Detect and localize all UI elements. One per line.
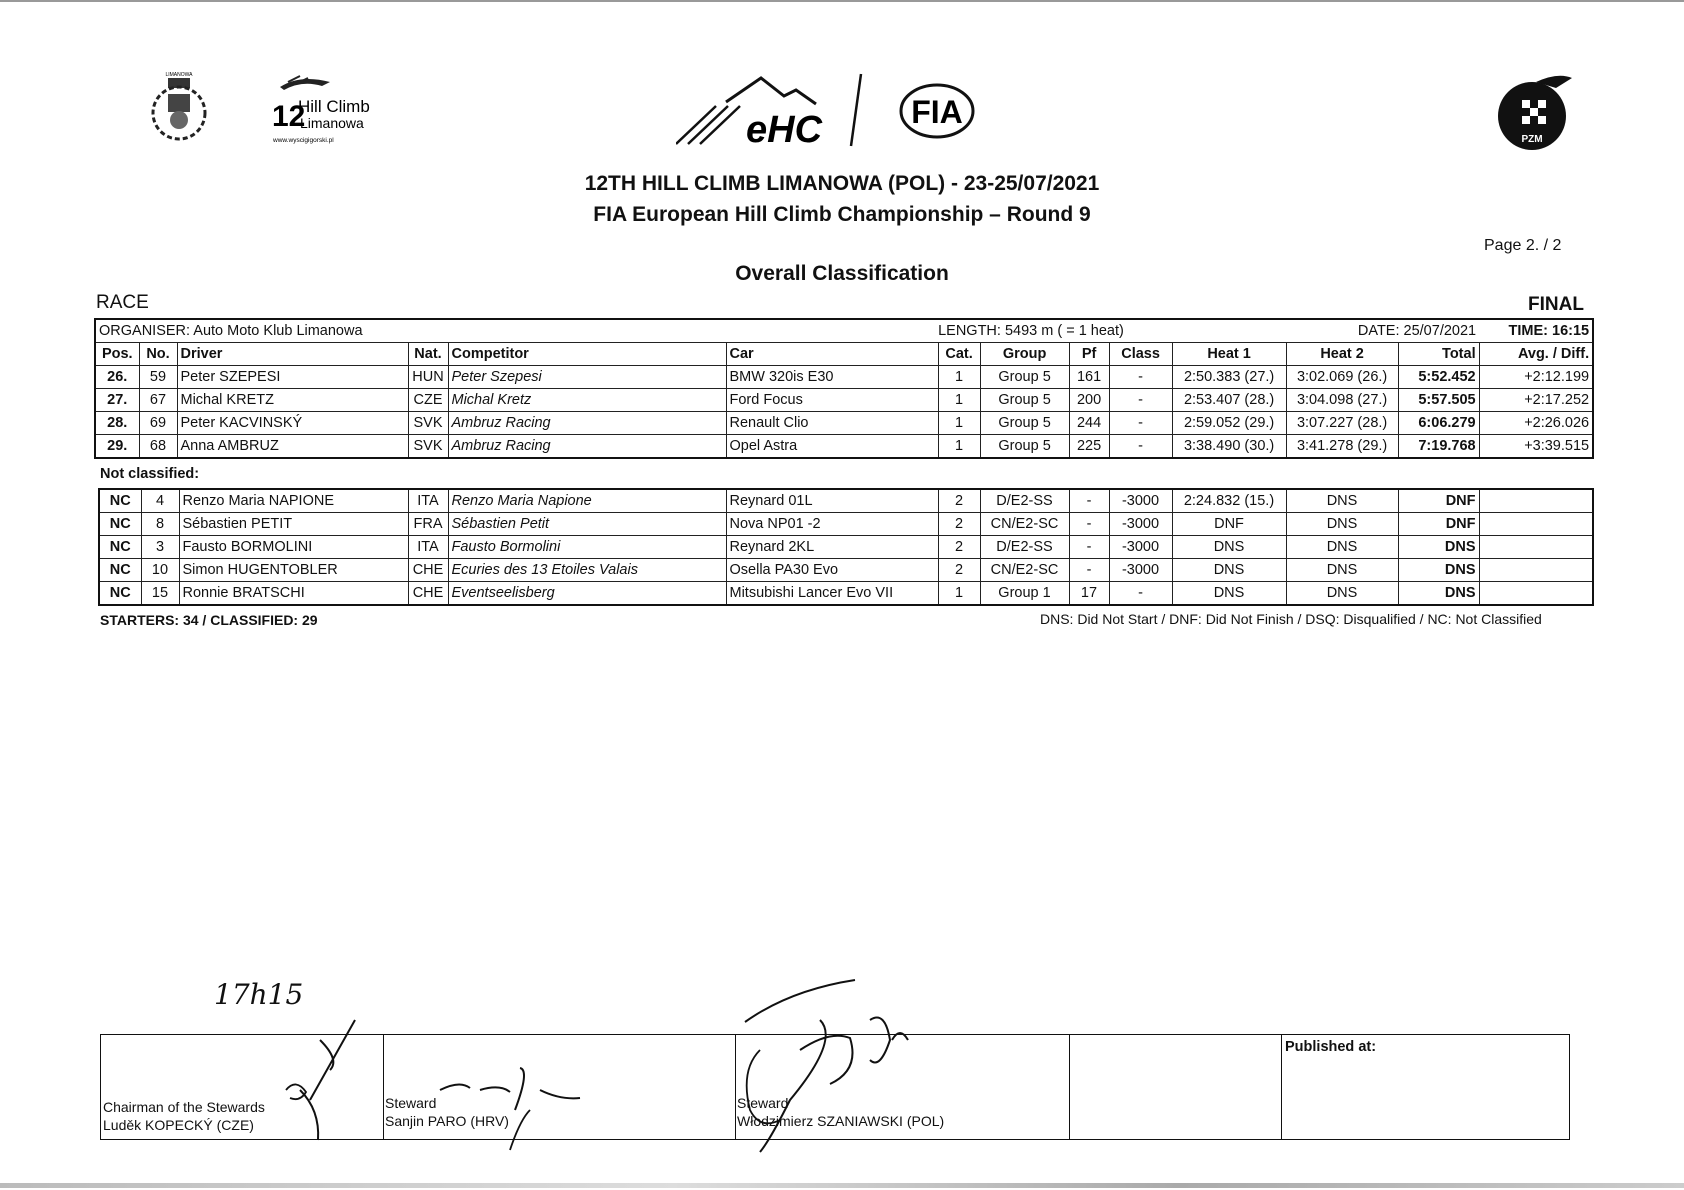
heat1: DNS <box>1172 536 1286 559</box>
number: 8 <box>141 513 179 536</box>
col-total: Total <box>1398 343 1479 366</box>
class: - <box>1109 582 1172 606</box>
col-car: Car <box>726 343 938 366</box>
driver: Sébastien PETIT <box>179 513 408 536</box>
total: DNS <box>1398 559 1479 582</box>
competitor: Michal Kretz <box>448 389 726 412</box>
pos: NC <box>99 536 141 559</box>
heat1: 2:59.052 (29.) <box>1172 412 1286 435</box>
heat1: 2:50.383 (27.) <box>1172 366 1286 389</box>
heat2: DNS <box>1286 489 1398 513</box>
svg-text:PZM: PZM <box>1521 134 1543 145</box>
classification-title: Overall Classification <box>735 262 949 285</box>
competitor: Fausto Bormolini <box>448 536 726 559</box>
category: 2 <box>938 536 980 559</box>
nationality: CHE <box>408 559 448 582</box>
svg-text:FIA: FIA <box>911 94 963 130</box>
total: 5:57.505 <box>1398 389 1479 412</box>
session-label: RACE <box>96 292 149 313</box>
total: DNS <box>1398 536 1479 559</box>
pf: 244 <box>1069 412 1109 435</box>
competitor: Ecuries des 13 Etoiles Valais <box>448 559 726 582</box>
number: 3 <box>141 536 179 559</box>
chairman-name: Luděk KOPECKÝ (CZE) <box>103 1117 254 1133</box>
competitor: Sébastien Petit <box>448 513 726 536</box>
col-diff: Avg. / Diff. <box>1479 343 1593 366</box>
heat2: DNS <box>1286 559 1398 582</box>
heat1: 2:53.407 (28.) <box>1172 389 1286 412</box>
pos: NC <box>99 582 141 606</box>
col-nat: Nat. <box>408 343 448 366</box>
category: 1 <box>938 435 980 459</box>
competitor: Renzo Maria Napione <box>448 489 726 513</box>
heat1: DNS <box>1172 559 1286 582</box>
limanowa-crest-logo <box>146 68 212 148</box>
svg-text:12: 12 <box>272 100 306 133</box>
category: 2 <box>938 513 980 536</box>
group: CN/E2-SC <box>980 513 1069 536</box>
group: CN/E2-SC <box>980 559 1069 582</box>
class: -3000 <box>1109 536 1172 559</box>
steward2-label: Steward <box>737 1095 789 1111</box>
col-no: No. <box>139 343 177 366</box>
car: Opel Astra <box>726 435 938 459</box>
category: 1 <box>938 582 980 606</box>
number: 67 <box>139 389 177 412</box>
total: DNF <box>1398 513 1479 536</box>
class: -3000 <box>1109 489 1172 513</box>
pzm-logo <box>1496 68 1576 152</box>
heat2: DNS <box>1286 513 1398 536</box>
top-border <box>0 0 1684 2</box>
col-driver: Driver <box>177 343 408 366</box>
pf: 17 <box>1069 582 1109 606</box>
pos: NC <box>99 513 141 536</box>
championship-title: FIA European Hill Climb Championship – Round 9 <box>593 203 1091 226</box>
category: 1 <box>938 389 980 412</box>
signature-scribbles <box>0 960 1684 1160</box>
nationality: CHE <box>408 582 448 606</box>
heat1: 2:24.832 (15.) <box>1172 489 1286 513</box>
event-title: 12TH HILL CLIMB LIMANOWA (POL) - 23-25/07/2021 <box>584 172 1100 195</box>
nationality: SVK <box>408 435 448 459</box>
diff <box>1479 582 1593 606</box>
svg-text:www.wyscigigorski.pl: www.wyscigigorski.pl <box>273 137 334 144</box>
group: Group 1 <box>980 582 1069 606</box>
not-classified-table <box>98 488 1594 606</box>
diff <box>1479 513 1593 536</box>
competitor: Ambruz Racing <box>448 412 726 435</box>
number: 69 <box>139 412 177 435</box>
col-pos: Pos. <box>95 343 139 366</box>
pf: - <box>1069 489 1109 513</box>
group: D/E2-SS <box>980 489 1069 513</box>
table-row <box>99 559 1593 582</box>
heat1: 3:38.490 (30.) <box>1172 435 1286 459</box>
fia-logo <box>898 82 976 140</box>
pf: - <box>1069 536 1109 559</box>
heat1: DNS <box>1172 582 1286 606</box>
class: - <box>1109 412 1172 435</box>
table-row <box>95 389 1593 412</box>
col-heat1: Heat 1 <box>1172 343 1286 366</box>
steward1-name: Sanjin PARO (HRV) <box>385 1113 509 1129</box>
category: 2 <box>938 559 980 582</box>
svg-text:eHC: eHC <box>746 109 823 150</box>
pf: 161 <box>1069 366 1109 389</box>
scan-edge <box>0 1183 1684 1188</box>
chairman-label: Chairman of the Stewards <box>103 1099 265 1115</box>
nationality: HUN <box>408 366 448 389</box>
status-label: FINAL <box>1528 294 1584 315</box>
class: -3000 <box>1109 513 1172 536</box>
table-row <box>95 435 1593 459</box>
category: 2 <box>938 489 980 513</box>
diff <box>1479 559 1593 582</box>
info-row <box>95 319 1593 343</box>
heat2: DNS <box>1286 536 1398 559</box>
driver: Michal KRETZ <box>177 389 408 412</box>
handwritten-time: 17h15 <box>214 978 304 1011</box>
col-competitor: Competitor <box>448 343 726 366</box>
column-headers <box>95 343 1593 366</box>
ehc-logo <box>676 72 864 150</box>
course-length: LENGTH: 5493 m ( = 1 heat) <box>938 319 1172 343</box>
group: D/E2-SS <box>980 536 1069 559</box>
driver: Peter SZEPESI <box>177 366 408 389</box>
classified-results-table <box>94 318 1594 459</box>
diff: +2:26.026 <box>1479 412 1593 435</box>
driver: Fausto BORMOLINI <box>179 536 408 559</box>
pf: - <box>1069 513 1109 536</box>
heat2: 3:07.227 (28.) <box>1286 412 1398 435</box>
car: BMW 320is E30 <box>726 366 938 389</box>
heat2: 3:41.278 (29.) <box>1286 435 1398 459</box>
steward1-label: Steward <box>385 1095 437 1111</box>
car: Reynard 2KL <box>726 536 938 559</box>
table-row <box>99 489 1593 513</box>
pf: 200 <box>1069 389 1109 412</box>
nationality: ITA <box>408 536 448 559</box>
organiser: ORGANISER: Auto Moto Klub Limanowa <box>95 319 938 343</box>
race-time: TIME: 16:15 <box>1479 319 1593 343</box>
diff: +2:12.199 <box>1479 366 1593 389</box>
col-pf: Pf <box>1069 343 1109 366</box>
col-heat2: Heat 2 <box>1286 343 1398 366</box>
nationality: CZE <box>408 389 448 412</box>
starters-summary: STARTERS: 34 / CLASSIFIED: 29 <box>100 612 318 628</box>
diff: +3:39.515 <box>1479 435 1593 459</box>
driver: Peter KACVINSKÝ <box>177 412 408 435</box>
group: Group 5 <box>980 366 1069 389</box>
col-class: Class <box>1109 343 1172 366</box>
class: - <box>1109 366 1172 389</box>
table-row <box>99 582 1593 606</box>
nationality: SVK <box>408 412 448 435</box>
number: 59 <box>139 366 177 389</box>
competitor: Ambruz Racing <box>448 435 726 459</box>
car: Renault Clio <box>726 412 938 435</box>
pos: 29. <box>95 435 139 459</box>
class: - <box>1109 435 1172 459</box>
pf: - <box>1069 559 1109 582</box>
class: - <box>1109 389 1172 412</box>
not-classified-label: Not classified: <box>100 466 200 482</box>
group: Group 5 <box>980 412 1069 435</box>
published-at-label: Published at: <box>1285 1039 1377 1055</box>
pf: 225 <box>1069 435 1109 459</box>
number: 68 <box>139 435 177 459</box>
car: Nova NP01 -2 <box>726 513 938 536</box>
table-row <box>95 366 1593 389</box>
nationality: ITA <box>408 489 448 513</box>
race-date: DATE: 25/07/2021 <box>1172 319 1479 343</box>
steward2-name: Włodzimierz SZANIAWSKI (POL) <box>737 1113 945 1129</box>
category: 1 <box>938 366 980 389</box>
class: -3000 <box>1109 559 1172 582</box>
heat1: DNF <box>1172 513 1286 536</box>
table-row <box>99 536 1593 559</box>
col-cat: Cat. <box>938 343 980 366</box>
number: 4 <box>141 489 179 513</box>
page-number: Page 2. / 2 <box>1484 237 1562 254</box>
svg-text:LIMANOWA: LIMANOWA <box>165 72 193 78</box>
competitor: Eventseelisberg <box>448 582 726 606</box>
diff: +2:17.252 <box>1479 389 1593 412</box>
total: 7:19.768 <box>1398 435 1479 459</box>
category: 1 <box>938 412 980 435</box>
status-legend: DNS: Did Not Start / DNF: Did Not Finish / DSQ: Disqualified / NC: Not Classified <box>1040 611 1542 627</box>
car: Osella PA30 Evo <box>726 559 938 582</box>
heat2: DNS <box>1286 582 1398 606</box>
col-group: Group <box>980 343 1069 366</box>
total: DNS <box>1398 582 1479 606</box>
driver: Ronnie BRATSCHI <box>179 582 408 606</box>
nationality: FRA <box>408 513 448 536</box>
table-row <box>95 412 1593 435</box>
diff <box>1479 536 1593 559</box>
competitor: Peter Szepesi <box>448 366 726 389</box>
pos: 28. <box>95 412 139 435</box>
heat2: 3:02.069 (26.) <box>1286 366 1398 389</box>
total: DNF <box>1398 489 1479 513</box>
driver: Anna AMBRUZ <box>177 435 408 459</box>
driver: Renzo Maria NAPIONE <box>179 489 408 513</box>
table-row <box>99 513 1593 536</box>
driver: Simon HUGENTOBLER <box>179 559 408 582</box>
hill-climb-limanowa-logo <box>270 72 386 152</box>
car: Mitsubishi Lancer Evo VII <box>726 582 938 606</box>
heat2: 3:04.098 (27.) <box>1286 389 1398 412</box>
total: 5:52.452 <box>1398 366 1479 389</box>
number: 15 <box>141 582 179 606</box>
pos: 27. <box>95 389 139 412</box>
car: Reynard 01L <box>726 489 938 513</box>
car: Ford Focus <box>726 389 938 412</box>
svg-text:Hill Climb: Hill Climb <box>298 97 370 116</box>
group: Group 5 <box>980 435 1069 459</box>
group: Group 5 <box>980 389 1069 412</box>
total: 6:06.279 <box>1398 412 1479 435</box>
pos: 26. <box>95 366 139 389</box>
pos: NC <box>99 489 141 513</box>
number: 10 <box>141 559 179 582</box>
diff <box>1479 489 1593 513</box>
pos: NC <box>99 559 141 582</box>
svg-text:Limanowa: Limanowa <box>300 115 364 131</box>
